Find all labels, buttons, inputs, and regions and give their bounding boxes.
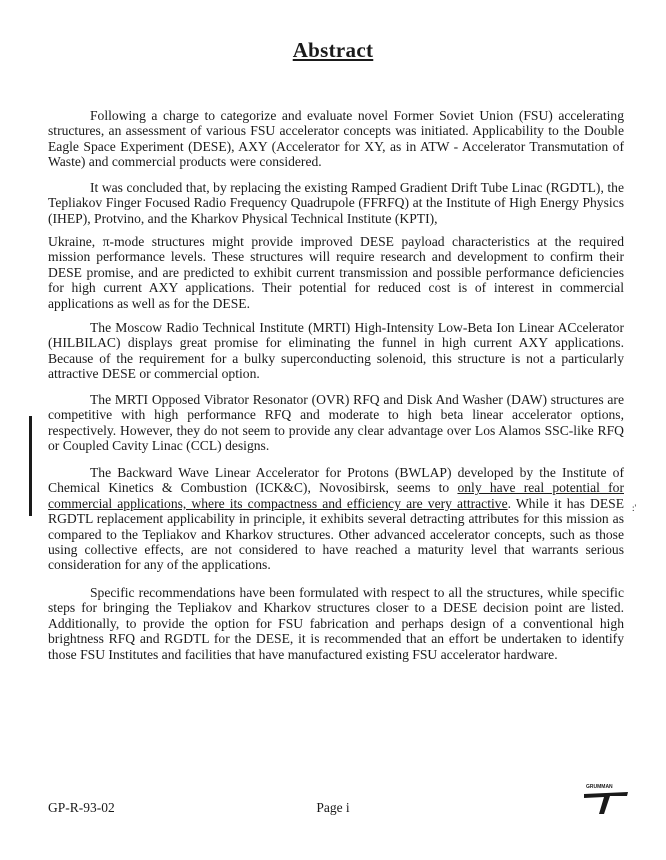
page-title: Abstract [292, 38, 374, 62]
paragraph-ovr-daw: The MRTI Opposed Vibrator Resonator (OVR) RFQ and Disk And Washer (DAW) structures are competitive with high performance RFQ and moderate to high beta linear accelerator options, respectively. However, they do not seem to provide any clear advantage over Los Alamos SSC-like RFQ or Coupled Cavity Linac (CCL) designs. [48, 392, 624, 454]
paragraph-recommendations: Specific recommendations have been formulated with respect to all the structures, while specific steps for bringing the Tepliakov and Kharkov structures closer to a DESE decision point are listed. Additionally, to provide the option for FSU fabrication and perhaps design of a conventional high brightness RFQ and RGDTL for the DESE, it is recommended that an effort be undertaken to identify those FSU Institutes and facilities that have manufactured existing FSU accelerator hardware. [48, 585, 624, 662]
paragraph-pi-mode: Ukraine, π-mode structures might provide improved DESE payload characteristics at the required mission performance levels. These structures will require research and development to confirm their DESE promise, and are predicted to exhibit current transmission and possible performance deficiencies for high current AXY applications. Their potential for reduced cost is of interest in commercial applications as well as for the DESE. [48, 234, 624, 311]
bwlap-text-end: . While it has DESE RGDTL replacement applicability in principle, it exhibits several detracting attributes for this mission as compared to the Tepliakov and Kharkov structures. Other advanced accelerator concepts, such as those using collective effects, are not considered to have reached a maturity level that warrants serious consideration for any of the applications. [48, 495, 624, 573]
page-number: Page i [316, 800, 350, 815]
paragraph-bwlap [48, 465, 624, 573]
paragraph-conclusion: It was concluded that, by replacing the existing Ramped Gradient Drift Tube Linac (RGDTL), the Tepliakov Finger Focused Radio Frequency Quadrupole (FFRFQ) at the Institute of High Energy Physics (IHEP), Protvino, and the Kharkov Physical Technical Institute (KPTI), [48, 180, 624, 226]
bwlap-underlined-text: only have real potential for commercial applications, where its compactness and efficiency are very attractive [48, 480, 624, 511]
paragraph-fsu-assessment: Following a charge to categorize and evaluate novel Former Soviet Union (FSU) accelerating structures, an assessment of various FSU accelerator concepts was initiated. Applicability to the Double Eagle Space Experiment (DESE), AXY (Accelerator for XY, as in ATW - Accelerator Transmutation of Waste) and commercial products were considered. [48, 108, 624, 170]
document-number: GP-R-93-02 [48, 800, 115, 815]
paragraph-mrti-hilbilac: The Moscow Radio Technical Institute (MRTI) High-Intensity Low-Beta Ion Linear ACcelerator (HILBILAC) displays great promise for eliminating the funnel in high current AXY applications. Because of the requirement for a bulky superconducting solenoid, this structure is not a particularly attractive DESE or commercial option. [48, 320, 624, 382]
grumman-logo-icon [580, 780, 632, 820]
bwlap-text-start: The Backward Wave Linear Accelerator for Protons (BWLAP) developed by the Institute of Chemical Kinetics & Combustion (ICK&C), Novosibirsk, seems to [48, 465, 624, 496]
margin-mark: :' [632, 503, 637, 513]
revision-change-bar [29, 416, 32, 516]
svg-text:GRUMMAN: GRUMMAN [586, 784, 613, 790]
